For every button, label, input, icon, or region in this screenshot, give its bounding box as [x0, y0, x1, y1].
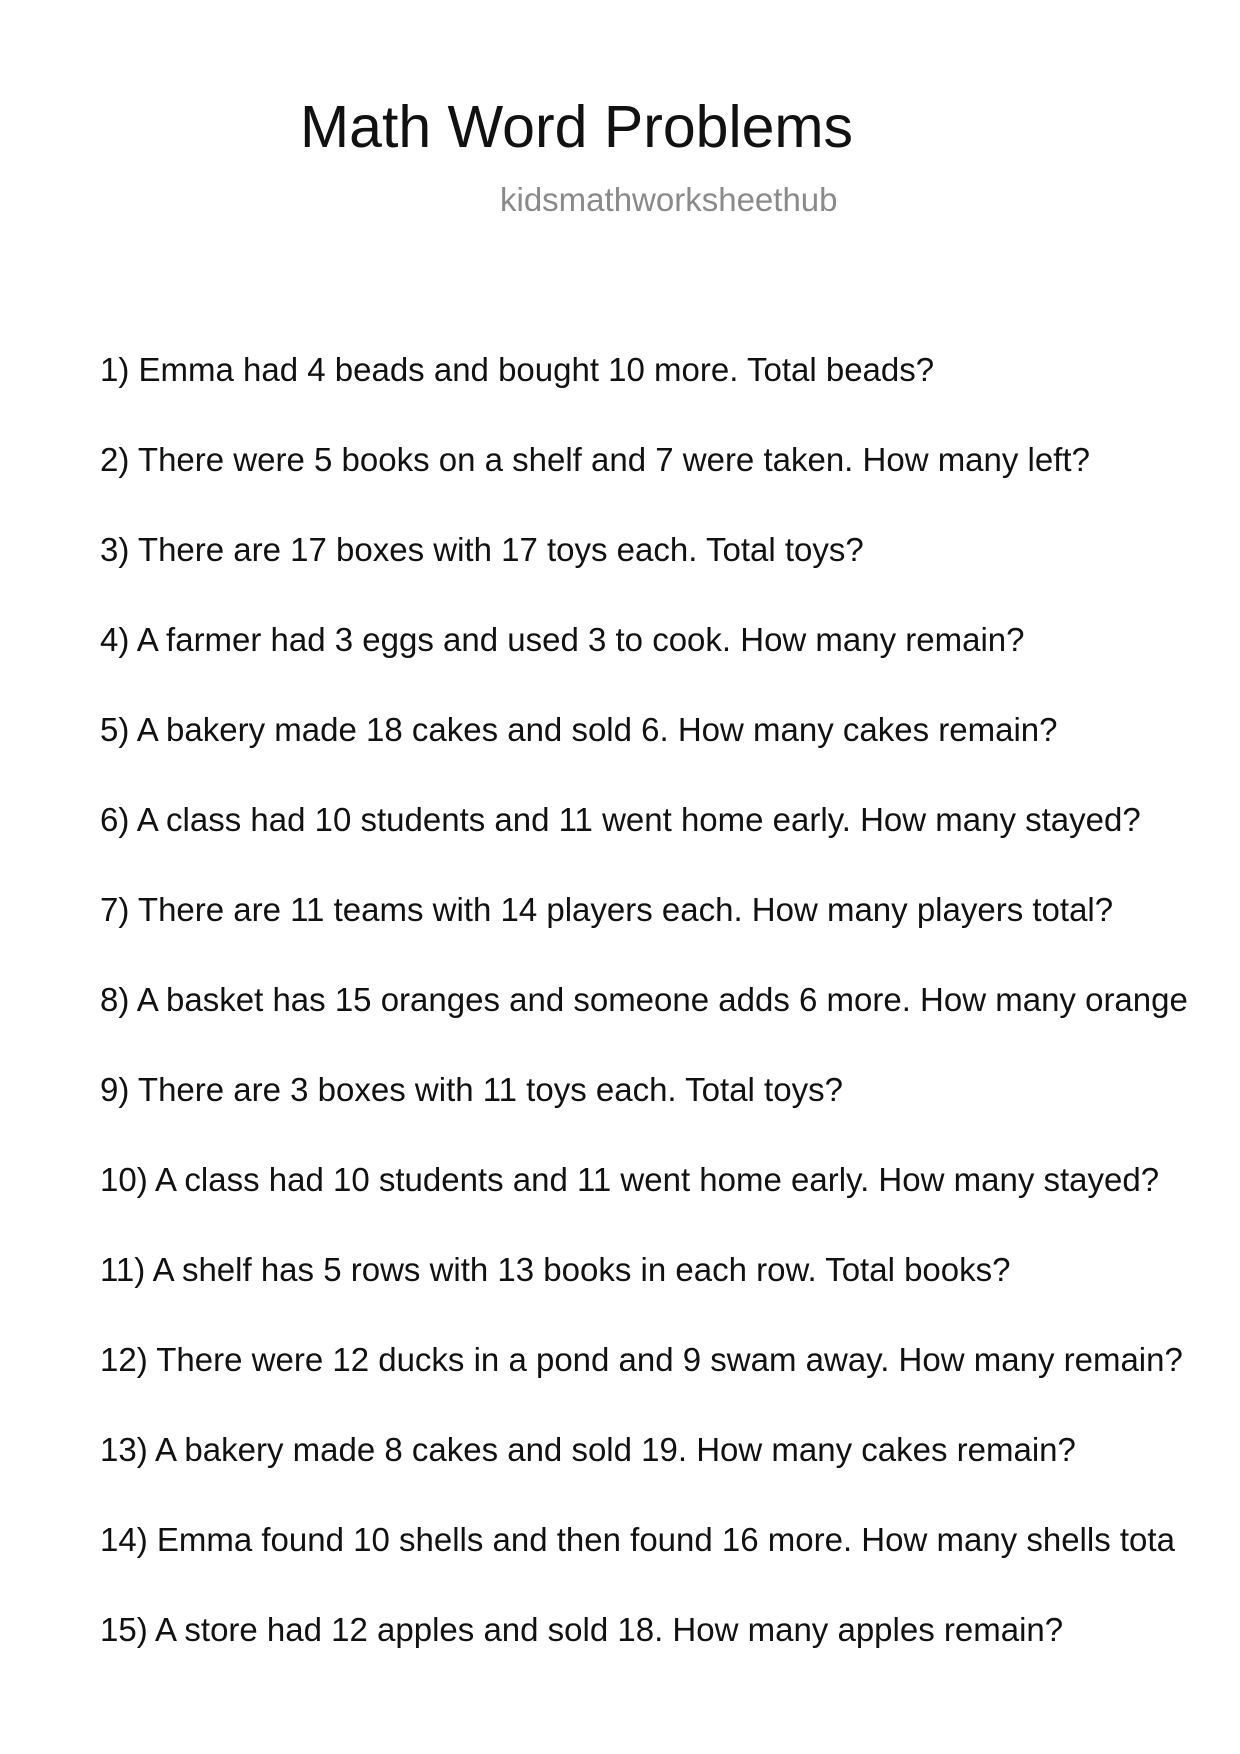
problem-5: 5) A bakery made 18 cakes and sold 6. How many cakes remain?	[100, 711, 1058, 748]
problem-14: 14) Emma found 10 shells and then found 16 more. How many shells tota	[100, 1521, 1175, 1558]
problem-9: 9) There are 3 boxes with 11 toys each. Total toys?	[100, 1071, 843, 1108]
problem-12: 12) There were 12 ducks in a pond and 9 swam away. How many remain?	[100, 1341, 1183, 1378]
page-title: Math Word Problems	[300, 94, 854, 160]
problem-1: 1) Emma had 4 beads and bought 10 more. Total beads?	[100, 351, 935, 388]
problem-3: 3) There are 17 boxes with 17 toys each. Total toys?	[100, 531, 864, 568]
problem-10: 10) A class had 10 students and 11 went home early. How many stayed?	[100, 1161, 1160, 1198]
problem-7: 7) There are 11 teams with 14 players each. How many players total?	[100, 891, 1114, 928]
problem-15: 15) A store had 12 apples and sold 18. How many apples remain?	[100, 1611, 1064, 1648]
problem-13: 13) A bakery made 8 cakes and sold 19. How many cakes remain?	[100, 1431, 1076, 1468]
problem-11: 11) A shelf has 5 rows with 13 books in each row. Total books?	[100, 1251, 1011, 1288]
problem-2: 2) There were 5 books on a shelf and 7 were taken. How many left?	[100, 441, 1090, 478]
problem-list	[100, 350, 1240, 1700]
page-subtitle: kidsmathworksheethub	[500, 181, 838, 218]
problem-8: 8) A basket has 15 oranges and someone adds 6 more. How many orange	[100, 981, 1188, 1018]
problem-6: 6) A class had 10 students and 11 went home early. How many stayed?	[100, 801, 1141, 838]
problem-4: 4) A farmer had 3 eggs and used 3 to cook. How many remain?	[100, 621, 1025, 658]
